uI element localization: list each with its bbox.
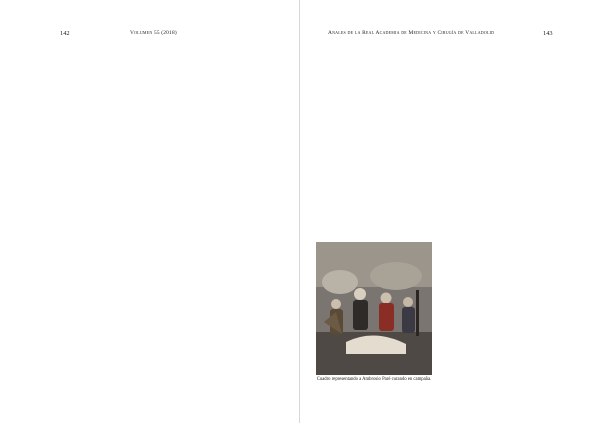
left-running-head: Volumen 55 (2018) <box>130 30 177 36</box>
left-folio: 142 <box>60 30 70 37</box>
figure <box>316 242 432 392</box>
right-folio: 143 <box>543 30 553 37</box>
right-running-head: Anales de la Real Academia de Medicina y Cirugía de Valladolid <box>328 30 495 36</box>
painting-image <box>316 242 432 375</box>
figure-caption: Cuadro representando a Ambrosio Paré curando en campaña. <box>316 377 432 382</box>
painting-illustration <box>316 242 432 375</box>
right-page <box>300 0 600 423</box>
